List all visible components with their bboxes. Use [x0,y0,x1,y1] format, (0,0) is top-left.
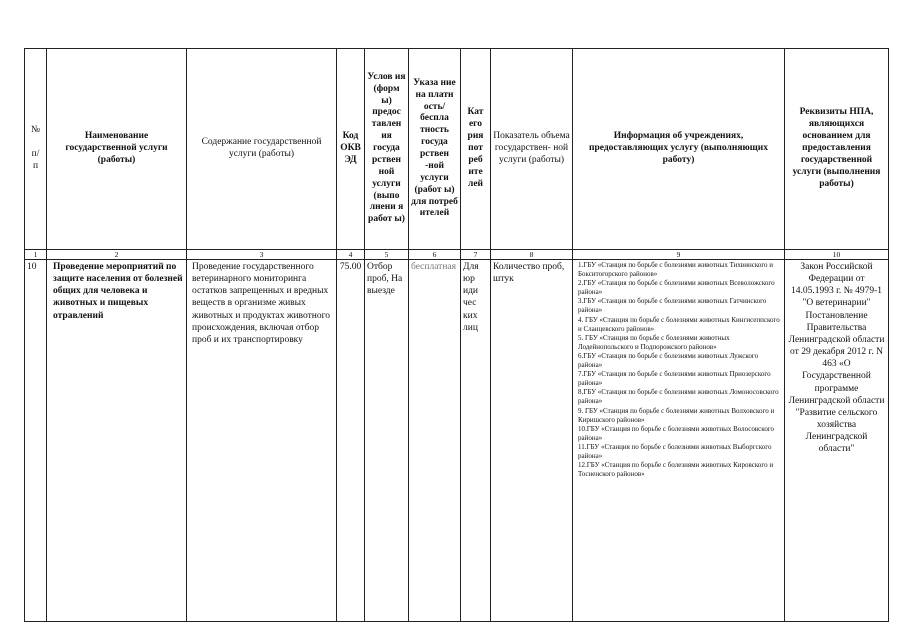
column-number: 6 [409,250,461,260]
header-service-name: Наименование государственной услуги (работы) [47,49,187,250]
header-consumer-category: Кат его рия пот реб ите лей [461,49,491,250]
institution-item: 12.ГБУ «Станция по борьбе с болезнями животных Кировского и Тосненского районов» [578,461,774,479]
institution-item: 11.ГБУ «Станция по борьбе с болезнями животных Выборгского района» [578,442,772,460]
column-number-row [25,250,889,260]
consumer-category: Для юр иди чес ких лиц [461,260,491,622]
institution-item: 5. ГБУ «Станция по борьбе с болезнями животных Лодейнопольского и Подпорожского районов» [578,333,730,351]
column-number: 7 [461,250,491,260]
column-number: 10 [785,250,889,260]
services-table [24,48,889,622]
okved-code: 75.00 [337,260,365,622]
header-conditions: Услов ия (форм ы) предос тавлен ия госуда рствен ной услуги (выпо лнени я работ ы) [365,49,409,250]
institution-item: 2.ГБУ «Станция по борьбе с болезнями животных Всеволожского района» [578,279,775,297]
institution-item: 7.ГБУ «Станция по борьбе с болезнями животных Приозерского района» [578,370,771,388]
institution-item: 10.ГБУ «Станция по борьбе с болезнями животных Волосовского района» [578,424,775,442]
column-number: 4 [337,250,365,260]
institution-item: 6.ГБУ «Станция по борьбе с болезнями животных Лужского района» [578,351,759,370]
header-npa-details: Реквизиты НПА, являющихся основанием для предоставления государственной услуги (выполнения работы) [785,49,889,250]
header-service-content: Содержание государственной услуги (работы) [187,49,337,250]
institution-item: 1.ГБУ «Станция по борьбе с болезнями животных Тихвинского и Бокситогорского районов» [578,261,774,279]
table-row [25,260,889,622]
service-content: Проведение государственного ветеринарного мониторинга остатков запрещенных и вредных веществ в организме живых животных и продуктах животного происхождения, включая отбор проб и их транспортировку [187,260,337,622]
header-okved-code: Код ОКВ ЭД [337,49,365,250]
service-name: Проведение мероприятий по защите населения от болезней общих для человека и животных и пищевых отравлений [47,260,187,622]
volume-indicator: Количество проб, штук [491,260,573,622]
column-number: 1 [25,250,47,260]
column-number: 5 [365,250,409,260]
header-num: № п/ п [25,49,47,250]
column-number: 3 [187,250,337,260]
institution-item: 3.ГБУ «Станция по борьбе с болезнями животных Гатчинского района» [578,297,767,315]
npa-details: Закон Российской Федерации от 14.05.1993 г. № 4979-1 "О ветеринарии" Постановление Правительства Ленинградской области от 29 декабря 2012 г. N 463 «О Государственной программе Ленинградской области "Развитие сельского хозяйства Ленинградской области" [785,260,889,622]
header-row [25,49,889,250]
institution-item: 8.ГБУ «Станция по борьбе с болезнями животных Ломоносовского района» [578,388,779,406]
institution-item: 4. ГБУ «Станция по борьбе с болезнями животных Кингисеппского и Сланцевского районов» [578,315,780,333]
row-number: 10 [25,260,47,622]
institutions-list [573,260,785,622]
service-conditions: Отбор проб, На выезде [365,260,409,622]
header-institutions-info: Информация об учреждениях, предоставляющих услугу (выполняющих работу) [573,49,785,250]
institution-item: 9. ГБУ «Станция по борьбе с болезнями животных Волховского и Киришского районов» [578,406,775,424]
column-number: 9 [573,250,785,260]
column-number: 2 [47,250,187,260]
column-number: 8 [491,250,573,260]
payment-status: бесплатная [409,260,461,622]
header-volume-indicator: Показатель объема государствен- ной услуги (работы) [491,49,573,250]
header-payment: Указа ние на платн ость/ беспла тность госуда рствен -ной услуги (работ ы) для потреб ителей [409,49,461,250]
